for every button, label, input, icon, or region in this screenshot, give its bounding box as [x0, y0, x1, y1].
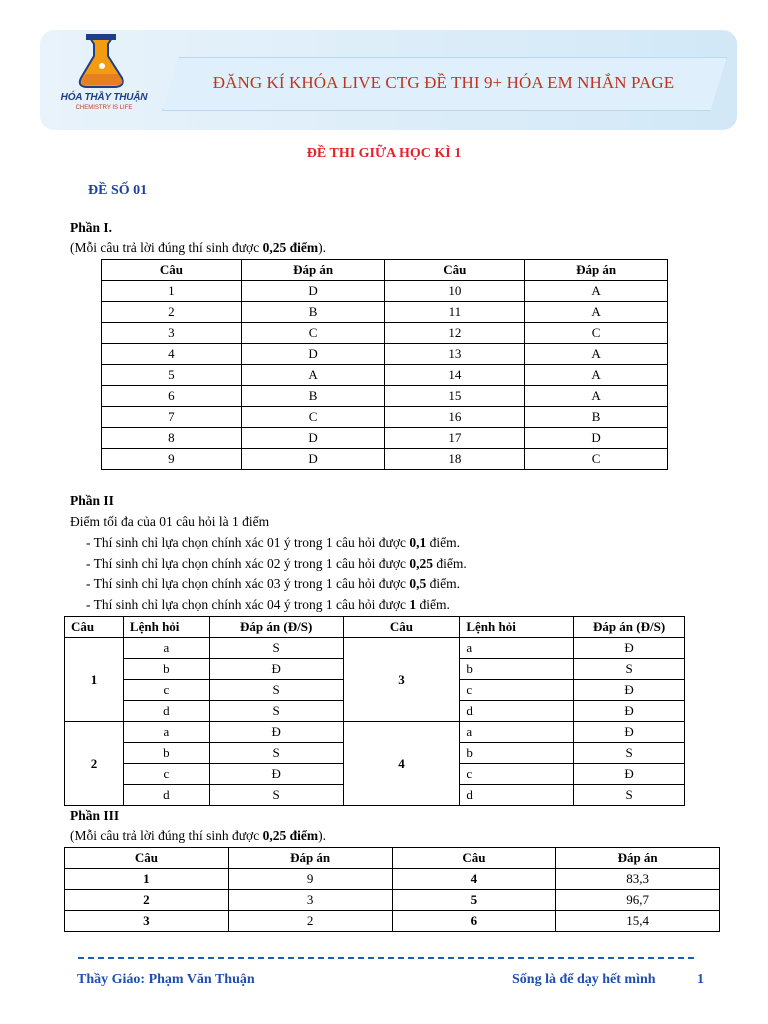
column-header: Đáp án [525, 260, 668, 281]
rule-points: 0,5 [409, 576, 427, 591]
true-false-answer: Đ [209, 764, 343, 785]
table-cell: 8 [102, 428, 242, 449]
table-cell: D [525, 428, 668, 449]
table-cell: 9 [228, 869, 392, 890]
table-cell: A [525, 386, 668, 407]
part1-answer-table [101, 259, 668, 470]
table-row [102, 323, 668, 344]
table-cell: 11 [385, 302, 525, 323]
table-cell: C [525, 323, 668, 344]
table-cell: C [241, 323, 385, 344]
table-row [65, 638, 685, 659]
rule-prefix: - Thí sinh chỉ lựa chọn chính xác 03 ý trong 1 câu hỏi được [86, 576, 410, 591]
part1-note-prefix: (Mỗi câu trả lời đúng thí sinh được [70, 240, 263, 255]
part3-note [70, 826, 326, 846]
table-cell: A [241, 365, 385, 386]
column-header: Đáp án [556, 848, 720, 869]
true-false-answer: Đ [209, 659, 343, 680]
statement-letter: c [460, 764, 574, 785]
table-cell: 17 [385, 428, 525, 449]
part1-note-suffix: ). [318, 240, 326, 255]
part2-rule [86, 574, 460, 594]
table-cell: 96,7 [556, 890, 720, 911]
column-header: Đáp án [241, 260, 385, 281]
flask-logo-icon [72, 34, 132, 90]
table-row [102, 449, 668, 470]
statement-letter: a [123, 722, 209, 743]
table-row [102, 365, 668, 386]
part2-max-score: Điểm tối đa của 01 câu hỏi là 1 điểm [70, 514, 270, 529]
part3-note-bold: 0,25 điểm [262, 828, 319, 843]
statement-letter: b [123, 659, 209, 680]
table-cell: A [525, 302, 668, 323]
table-cell: 4 [392, 869, 556, 890]
statement-letter: a [460, 722, 574, 743]
statement-letter: b [123, 743, 209, 764]
part2-answer-table [64, 616, 685, 806]
question-number: 1 [65, 638, 124, 722]
footer-teacher: Thầy Giáo: Phạm Văn Thuận [77, 972, 255, 987]
true-false-answer: Đ [574, 722, 685, 743]
true-false-answer: Đ [574, 701, 685, 722]
table-cell: B [241, 302, 385, 323]
part3-heading: Phần III [70, 808, 120, 823]
rule-suffix: điểm. [426, 535, 460, 550]
rule-suffix: điểm. [432, 555, 467, 571]
column-header: Lệnh hỏi [123, 617, 209, 638]
logo-name: HÓA THẦY THUẬN [60, 92, 148, 103]
table-cell: C [525, 449, 668, 470]
true-false-answer: Đ [209, 722, 343, 743]
column-header: Câu [65, 848, 229, 869]
table-cell: 83,3 [556, 869, 720, 890]
footer-divider [78, 957, 694, 959]
table-cell: 14 [385, 365, 525, 386]
statement-letter: b [460, 659, 574, 680]
page-number: 1 [697, 972, 704, 987]
true-false-answer: Đ [574, 680, 685, 701]
part2-rule [86, 554, 467, 574]
statement-letter: c [123, 680, 209, 701]
column-header: Lệnh hỏi [460, 617, 574, 638]
column-header: Đáp án [228, 848, 392, 869]
rule-points: 0,25 [409, 555, 433, 571]
table-cell: 4 [102, 344, 242, 365]
table-cell: 18 [385, 449, 525, 470]
table-cell: C [241, 407, 385, 428]
part2-rule [86, 595, 450, 615]
table-cell: 2 [228, 911, 392, 932]
table-row [65, 869, 720, 890]
table-cell: A [525, 344, 668, 365]
rule-points: 1 [409, 596, 417, 612]
rule-prefix: - Thí sinh chỉ lựa chọn chính xác 02 ý trong 1 câu hỏi được [86, 555, 410, 571]
footer-motto: Sống là để dạy hết mình [512, 972, 656, 987]
document-title: ĐỀ THI GIỮA HỌC KÌ 1 [306, 146, 462, 161]
table-cell: 6 [392, 911, 556, 932]
table-cell: 13 [385, 344, 525, 365]
rule-prefix: - Thí sinh chỉ lựa chọn chính xác 01 ý trong 1 câu hỏi được [86, 535, 410, 550]
table-row [102, 302, 668, 323]
table-cell: 15,4 [556, 911, 720, 932]
statement-letter: c [460, 680, 574, 701]
table-cell: 2 [102, 302, 242, 323]
banner-text: ĐĂNG KÍ KHÓA LIVE CTG ĐỀ THI 9+ HÓA EM NHẮN PAGE [212, 73, 675, 92]
table-cell: D [241, 428, 385, 449]
table-cell: 1 [65, 869, 229, 890]
table-cell: D [241, 344, 385, 365]
table-cell: B [525, 407, 668, 428]
table-cell: 3 [65, 911, 229, 932]
part3-note-suffix: ). [318, 828, 326, 843]
table-row [65, 890, 720, 911]
column-header: Đáp án (Đ/S) [574, 617, 685, 638]
true-false-answer: Đ [574, 764, 685, 785]
column-header: Đáp án (Đ/S) [209, 617, 343, 638]
logo-tagline: CHEMISTRY IS LIFE [75, 105, 133, 111]
statement-letter: d [460, 785, 574, 806]
part3-answer-table [64, 847, 720, 932]
rule-prefix: - Thí sinh chỉ lựa chọn chính xác 04 ý trong 1 câu hỏi được [86, 596, 410, 612]
rule-suffix: điểm. [416, 596, 450, 612]
column-header: Câu [392, 848, 556, 869]
table-row [102, 428, 668, 449]
statement-letter: a [123, 638, 209, 659]
statement-letter: d [123, 785, 209, 806]
question-number: 2 [65, 722, 124, 806]
table-cell: 10 [385, 281, 525, 302]
true-false-answer: Đ [574, 638, 685, 659]
table-cell: D [241, 449, 385, 470]
part3-note-prefix: (Mỗi câu trả lời đúng thí sinh được [70, 828, 263, 843]
table-cell: 15 [385, 386, 525, 407]
statement-letter: d [123, 701, 209, 722]
table-cell: 12 [385, 323, 525, 344]
question-number: 3 [343, 638, 460, 722]
table-cell: 6 [102, 386, 242, 407]
column-header: Câu [343, 617, 460, 638]
table-cell: 7 [102, 407, 242, 428]
true-false-answer: S [209, 638, 343, 659]
table-cell: B [241, 386, 385, 407]
statement-letter: a [460, 638, 574, 659]
true-false-answer: S [574, 659, 685, 680]
part2-rule [86, 533, 460, 553]
column-header: Câu [385, 260, 525, 281]
table-cell: 9 [102, 449, 242, 470]
part2-heading: Phần II [70, 493, 114, 508]
true-false-answer: S [574, 785, 685, 806]
table-row [65, 722, 685, 743]
rule-suffix: điểm. [426, 576, 460, 591]
table-cell: 1 [102, 281, 242, 302]
table-cell: 3 [102, 323, 242, 344]
column-header: Câu [102, 260, 242, 281]
true-false-answer: S [209, 701, 343, 722]
table-cell: 16 [385, 407, 525, 428]
table-cell: A [525, 281, 668, 302]
table-cell: D [241, 281, 385, 302]
table-cell: 3 [228, 890, 392, 911]
logo [52, 34, 152, 124]
statement-letter: d [460, 701, 574, 722]
statement-letter: b [460, 743, 574, 764]
table-row [102, 344, 668, 365]
table-row [102, 407, 668, 428]
statement-letter: c [123, 764, 209, 785]
exam-number: ĐỀ SỐ 01 [88, 183, 148, 198]
rule-points: 0,1 [409, 535, 427, 550]
table-cell: 5 [392, 890, 556, 911]
question-number: 4 [343, 722, 460, 806]
table-cell: A [525, 365, 668, 386]
true-false-answer: S [574, 743, 685, 764]
table-cell: 5 [102, 365, 242, 386]
table-row [102, 281, 668, 302]
part1-note [70, 238, 326, 258]
true-false-answer: S [209, 785, 343, 806]
true-false-answer: S [209, 743, 343, 764]
part1-note-bold: 0,25 điểm [262, 240, 319, 255]
part1-heading: Phần I. [70, 220, 113, 235]
table-row [102, 386, 668, 407]
table-cell: 2 [65, 890, 229, 911]
column-header: Câu [65, 617, 124, 638]
table-row [65, 911, 720, 932]
true-false-answer: S [209, 680, 343, 701]
